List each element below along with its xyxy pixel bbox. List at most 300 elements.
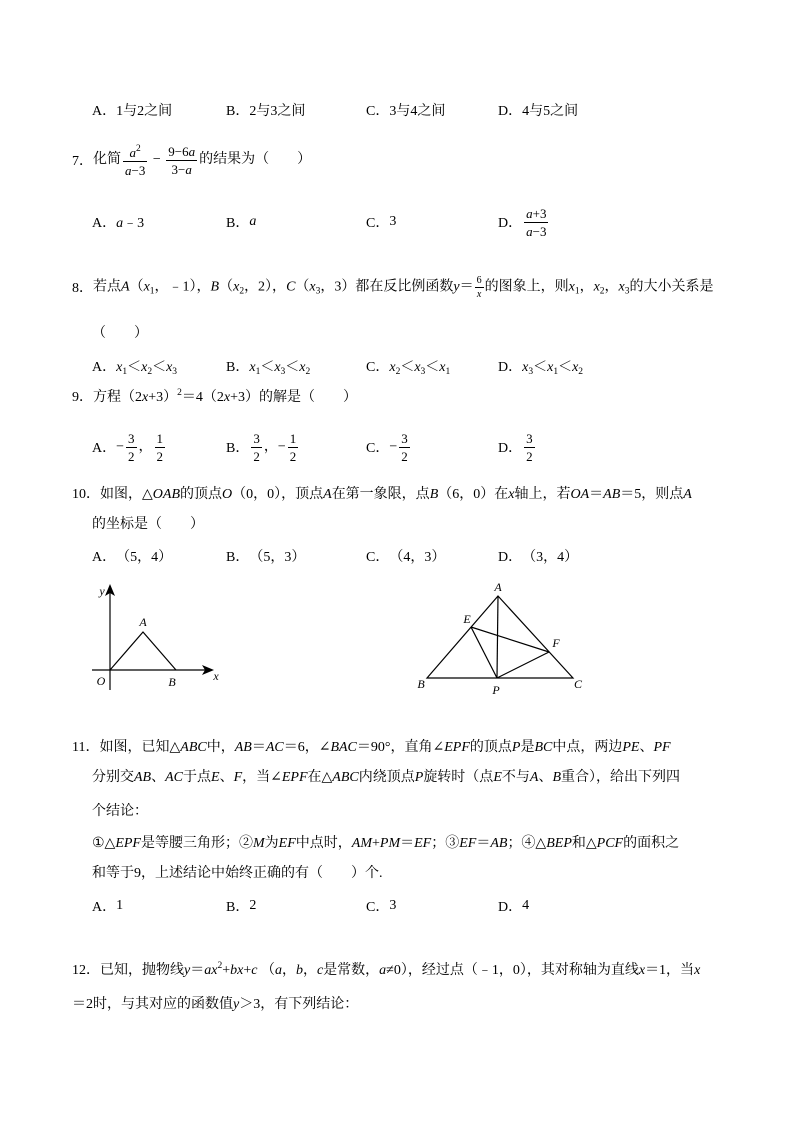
text-run: 是常数， (323, 963, 380, 978)
subscript: 3 (624, 286, 630, 297)
math-variable: PM (379, 836, 401, 851)
superscript: 2 (177, 388, 182, 398)
text-run: ，− (263, 439, 286, 455)
text-run: 3 (389, 214, 397, 229)
option-content (389, 100, 445, 120)
text-run: 1与2之间 (116, 104, 173, 119)
text-run: ＝4（2 (181, 390, 224, 405)
text-run: 4 (522, 898, 530, 913)
text-run: ＝90°，直角∠ (356, 740, 445, 755)
segment-pf (497, 652, 549, 678)
text-run: （5，4） (116, 550, 173, 565)
fraction-numerator (524, 431, 535, 448)
option-letter: B． (226, 360, 250, 375)
text-run: 的大小关系是 (629, 279, 714, 295)
question-number: 12． (72, 963, 100, 978)
subscript: 2 (578, 366, 584, 377)
fraction (155, 431, 166, 464)
q8-option-c (366, 354, 450, 378)
math-variable: OA (570, 487, 590, 502)
math-variable: x (572, 359, 579, 375)
question-text (93, 142, 311, 178)
y-axis-label: y (99, 584, 105, 598)
text-run: 分别交 (92, 770, 134, 785)
text-run: 2 (249, 898, 257, 913)
option-letter: B． (226, 900, 250, 915)
math-variable: BC (534, 740, 553, 755)
option-letter: A． (92, 900, 117, 915)
math-variable: x (309, 279, 316, 295)
option-content (389, 546, 445, 566)
math-variable: x (547, 359, 554, 375)
q11-option-c (366, 894, 396, 918)
fraction-denominator (251, 448, 262, 464)
q10-option-d (498, 544, 578, 568)
option-content (389, 431, 411, 464)
text-run: +3）的解是（ ） (230, 390, 357, 405)
fraction (399, 431, 410, 464)
q11-stem-line-4 (92, 830, 679, 854)
q12-stem-line-2 (72, 991, 358, 1015)
text-run: 和等于9，上述结论中始终正确的有（ ）个. (92, 866, 383, 881)
text-run: ﹣3 (123, 216, 145, 231)
option-letter: C． (366, 216, 390, 231)
text-run: 2 (128, 448, 135, 464)
question-text (100, 959, 700, 979)
vertex-a-label: A (494, 580, 502, 594)
math-variable: x (116, 359, 123, 375)
math-variable: OAB (152, 487, 180, 502)
question-text (72, 993, 358, 1013)
math-variable: PF (653, 740, 671, 755)
option-letter: B． (226, 550, 250, 565)
superscript: 2 (217, 961, 223, 971)
text-run: ＜ (558, 359, 573, 375)
text-run: 在△ (307, 770, 333, 785)
q9-option-d (498, 430, 537, 464)
text-run: ＞3，有下列结论： (239, 997, 359, 1012)
q12-stem-line-1 (72, 957, 700, 981)
math-variable: ax (204, 963, 218, 978)
coordinate-plane-figure (92, 584, 214, 690)
text-run: （5，3） (249, 550, 306, 565)
fraction-numerator (399, 431, 410, 448)
text-run: 中点时， (295, 836, 352, 851)
math-variable: a (116, 216, 124, 231)
q11-stem-line-2 (92, 764, 680, 788)
math-variable: E (211, 770, 220, 785)
math-variable: BAC (330, 740, 357, 755)
text-run: ＝ (251, 740, 266, 755)
q6-option-a (92, 98, 172, 122)
option-letter: A． (92, 216, 117, 231)
option-content (522, 431, 537, 464)
math-variable: a (274, 963, 282, 978)
math-variable: BEP (546, 836, 572, 851)
subscript: 2 (305, 366, 311, 377)
text-run: −3 (532, 223, 547, 239)
math-variable: y (184, 963, 191, 978)
text-run: ，﹣1）， (154, 279, 211, 295)
option-content (116, 212, 144, 232)
question-text (92, 862, 383, 882)
text-run: ， (579, 279, 594, 295)
option-letter: C． (366, 900, 390, 915)
fraction (166, 144, 197, 177)
math-variable: P (511, 740, 521, 755)
option-content (389, 356, 450, 377)
option-letter: A． (92, 104, 117, 119)
math-variable: a (526, 205, 533, 221)
math-variable: x (414, 359, 421, 375)
text-run: 2 (526, 448, 533, 464)
math-variable: AB (490, 836, 508, 851)
vertex-b-label: B (417, 677, 425, 691)
option-letter: D． (498, 550, 523, 565)
math-variable: a (129, 145, 137, 160)
q8-option-a (92, 354, 177, 378)
math-variable: x (638, 963, 646, 978)
question-number: 8． (72, 281, 93, 296)
text-run: ， (302, 963, 317, 978)
fraction-denominator (475, 288, 484, 300)
fraction-denominator (166, 161, 197, 177)
text-run: 2与3之间 (249, 104, 306, 119)
question-text (92, 766, 680, 786)
math-variable: y (233, 997, 240, 1012)
text-run: 3 (389, 898, 397, 913)
math-variable: E (493, 770, 502, 785)
q11-option-b (226, 894, 256, 918)
text-run: 3 (128, 430, 135, 446)
math-variable: AB (234, 740, 252, 755)
math-variable: A (683, 487, 692, 502)
text-run: 3 (401, 430, 408, 446)
q9-stem (72, 384, 357, 408)
math-variable: A (121, 279, 130, 295)
math-variable: x (476, 288, 482, 300)
fraction-numerator (475, 275, 484, 288)
text-run: ＝5，则点 (620, 487, 684, 502)
text-run: 、 (639, 740, 654, 755)
math-variable: a (379, 963, 387, 978)
text-run: 不与 (501, 770, 530, 785)
text-run: 若点 (93, 279, 121, 295)
fraction-numerator (126, 431, 137, 448)
fraction-numerator (166, 144, 197, 161)
option-letter: D． (498, 441, 523, 456)
math-variable: M (252, 836, 265, 851)
option-letter: C． (366, 360, 390, 375)
text-run: 2 (289, 448, 297, 464)
math-variable: AM (351, 836, 372, 851)
q11-stem-line-1 (72, 734, 671, 758)
q7-option-d (498, 205, 550, 239)
text-run: （ (295, 279, 310, 295)
text-run: −3 (131, 163, 146, 178)
text-run: ＜ (152, 359, 167, 375)
fraction-denominator (123, 162, 147, 178)
text-run: 2 (156, 448, 164, 464)
text-run: 在第一象限，点 (331, 487, 430, 502)
question-number: 10． (72, 487, 100, 502)
triangle-abc (427, 596, 573, 678)
math-variable: A (529, 770, 539, 785)
question-text (92, 513, 204, 533)
math-variable: x (249, 359, 256, 375)
text-run: ＝ (190, 963, 205, 978)
text-run: 、 (151, 770, 166, 785)
subscript: 3 (280, 366, 286, 377)
q7-option-c (366, 210, 396, 234)
fraction-denominator (399, 448, 410, 464)
text-run: ＝ (589, 487, 604, 502)
option-content (522, 206, 550, 239)
math-variable: P (414, 770, 424, 785)
fraction-denominator (288, 448, 299, 464)
text-run: 中， (206, 740, 235, 755)
option-content (249, 356, 310, 377)
option-letter: B． (226, 441, 250, 456)
text-run: ， (138, 439, 153, 455)
q11-stem-line-5 (92, 860, 383, 884)
option-content (249, 214, 256, 230)
fraction (475, 275, 484, 300)
text-run: 化简 (93, 152, 121, 168)
text-run: 个结论： (92, 804, 148, 819)
q9-option-b (226, 430, 300, 464)
text-run: ＜ (285, 359, 300, 375)
math-variable: x (274, 359, 281, 375)
option-letter: D． (498, 216, 523, 231)
text-run: 6 (476, 274, 482, 286)
text-run: 内绕顶点 (358, 770, 415, 785)
math-variable: y (453, 279, 460, 295)
question-text (99, 736, 670, 756)
fraction (288, 431, 299, 464)
x-axis-label: x (213, 669, 219, 683)
text-run: − (116, 439, 125, 455)
q6-option-c (366, 98, 445, 122)
math-variable: PCF (596, 836, 624, 851)
text-run: ＝6，∠ (283, 740, 331, 755)
text-run: 的坐标是（ ） (92, 517, 204, 532)
math-variable: EPF (444, 740, 470, 755)
text-run: ①△ (92, 836, 116, 851)
math-variable: x (522, 359, 529, 375)
segment-ap (497, 596, 498, 678)
fraction-numerator (251, 431, 262, 448)
math-variable: EF (278, 836, 296, 851)
math-variable: x (618, 279, 625, 295)
subscript: 2 (239, 286, 245, 297)
text-run: 、 (538, 770, 553, 785)
math-variable: a (125, 163, 132, 178)
subscript: 2 (147, 366, 153, 377)
math-variable: F (233, 770, 243, 785)
text-run: 中点，两边 (552, 740, 623, 755)
option-content (116, 431, 167, 464)
question-text (92, 832, 679, 852)
text-run: 3 (253, 430, 260, 446)
math-variable: x (568, 279, 575, 295)
math-variable: EF (414, 836, 432, 851)
option-content (522, 100, 578, 120)
text-run: 1 (156, 430, 164, 446)
text-run: ＜ (533, 359, 548, 375)
fraction-denominator (524, 223, 548, 239)
q11-stem-line-3 (92, 798, 148, 822)
math-variable: c (251, 963, 258, 978)
question-number: 7． (72, 154, 93, 169)
text-run: 为 (264, 836, 279, 851)
math-variable: ABC (180, 740, 207, 755)
subscript: 1 (445, 366, 451, 377)
math-variable: A (323, 487, 332, 502)
math-variable: EPF (281, 770, 308, 785)
q7-option-a (92, 210, 144, 234)
subscript: 3 (528, 366, 534, 377)
triangle-abc-figure (427, 596, 573, 678)
text-run: 9−6 (168, 143, 189, 159)
text-run: ， (281, 963, 296, 978)
q8-stem-line-1 (72, 275, 714, 299)
subscript: 1 (122, 366, 128, 377)
q8-stem-line-2 (92, 320, 148, 344)
fraction (524, 206, 548, 239)
answer-bracket (92, 322, 148, 342)
text-run: 2 (253, 448, 260, 464)
option-letter: B． (226, 104, 250, 119)
text-run: 已知，抛物线 (100, 963, 184, 978)
text-run: ＜ (260, 359, 275, 375)
option-content (116, 546, 172, 566)
q8-option-b (226, 354, 310, 378)
subscript: 1 (553, 366, 559, 377)
option-content (116, 898, 123, 914)
text-run: ＜ (425, 359, 440, 375)
text-run: 3 (526, 430, 533, 446)
option-content (389, 214, 396, 230)
text-run: （3，4） (522, 550, 579, 565)
text-run: （ (257, 963, 275, 978)
text-run: ＝2时，与其对应的函数值 (72, 997, 233, 1012)
point-e-label: E (463, 612, 471, 626)
option-content (522, 546, 578, 566)
subscript: 2 (599, 286, 605, 297)
math-variable: AB (134, 770, 152, 785)
math-variable: O (222, 487, 233, 502)
option-content (522, 898, 529, 914)
text-run: 1 (289, 430, 297, 446)
text-run: ＜ (127, 359, 142, 375)
triangle-oab (110, 632, 176, 670)
subscript: 3 (172, 366, 178, 377)
question-number: 9． (72, 390, 93, 405)
question-text (100, 483, 692, 503)
option-content (522, 356, 583, 377)
subscript: 1 (574, 286, 580, 297)
fraction (123, 142, 147, 178)
option-letter: C． (366, 104, 390, 119)
math-variable: AC (165, 770, 183, 785)
text-run: 如图，△ (100, 487, 153, 502)
math-variable: x (593, 279, 600, 295)
option-letter: A． (92, 360, 117, 375)
text-run: ＝ (459, 279, 474, 295)
math-variable: x (141, 359, 148, 375)
option-letter: D． (498, 900, 523, 915)
text-run: 1 (116, 898, 124, 913)
math-variable: a (526, 223, 533, 239)
text-run: 是 (520, 740, 535, 755)
option-content (249, 100, 305, 120)
text-run: 方程（2 (93, 390, 142, 405)
math-variable: x (233, 279, 240, 295)
point-a-label: A (139, 615, 147, 629)
fraction-numerator (123, 142, 147, 162)
text-run: 和△ (571, 836, 597, 851)
subscript: 3 (315, 286, 321, 297)
text-run: +3 (532, 205, 547, 221)
q7-option-b (226, 210, 256, 234)
question-text (92, 800, 148, 820)
superscript: 2 (136, 144, 141, 154)
option-content (116, 356, 177, 377)
text-run: 重合），给出下列四 (561, 770, 680, 785)
text-run: ＝ (476, 836, 491, 851)
q11-option-d (498, 894, 529, 918)
question-number: 11． (72, 740, 100, 755)
text-run: 2 (401, 448, 408, 464)
q10-option-b (226, 544, 305, 568)
math-variable: x (694, 963, 701, 978)
text-run: （0，0），顶点 (232, 487, 324, 502)
fraction-numerator (288, 431, 299, 448)
option-content (249, 431, 300, 464)
text-run: 3与4之间 (389, 104, 446, 119)
q10-option-c (366, 544, 445, 568)
text-run: − (149, 152, 165, 168)
text-run: （ ） (92, 326, 148, 341)
math-variable: B (552, 770, 561, 785)
math-variable: x (389, 359, 396, 375)
text-run: （6，0）在 (438, 487, 509, 502)
text-run: 于点 (183, 770, 211, 785)
text-run: 轴上，若 (514, 487, 571, 502)
math-variable: a (249, 214, 257, 229)
math-variable: x (299, 359, 306, 375)
math-variable: B (210, 279, 220, 295)
math-variable: c (316, 963, 324, 978)
fraction-numerator (524, 206, 548, 223)
math-variable: PE (622, 740, 640, 755)
option-letter: C． (366, 550, 390, 565)
text-run: ，2）， (244, 279, 287, 295)
math-variable: x (142, 390, 149, 405)
text-run: + (222, 963, 231, 978)
text-run: 3− (171, 161, 186, 177)
option-content (249, 546, 305, 566)
vertex-c-label: C (573, 677, 583, 691)
subscript: 3 (420, 366, 426, 377)
text-run: 的顶点 (469, 740, 512, 755)
text-run: 是等腰三角形；② (140, 836, 253, 851)
math-variable: bx (230, 963, 244, 978)
text-run: ；③ (431, 836, 460, 851)
text-run: ＜ (400, 359, 415, 375)
question-text (93, 386, 357, 406)
